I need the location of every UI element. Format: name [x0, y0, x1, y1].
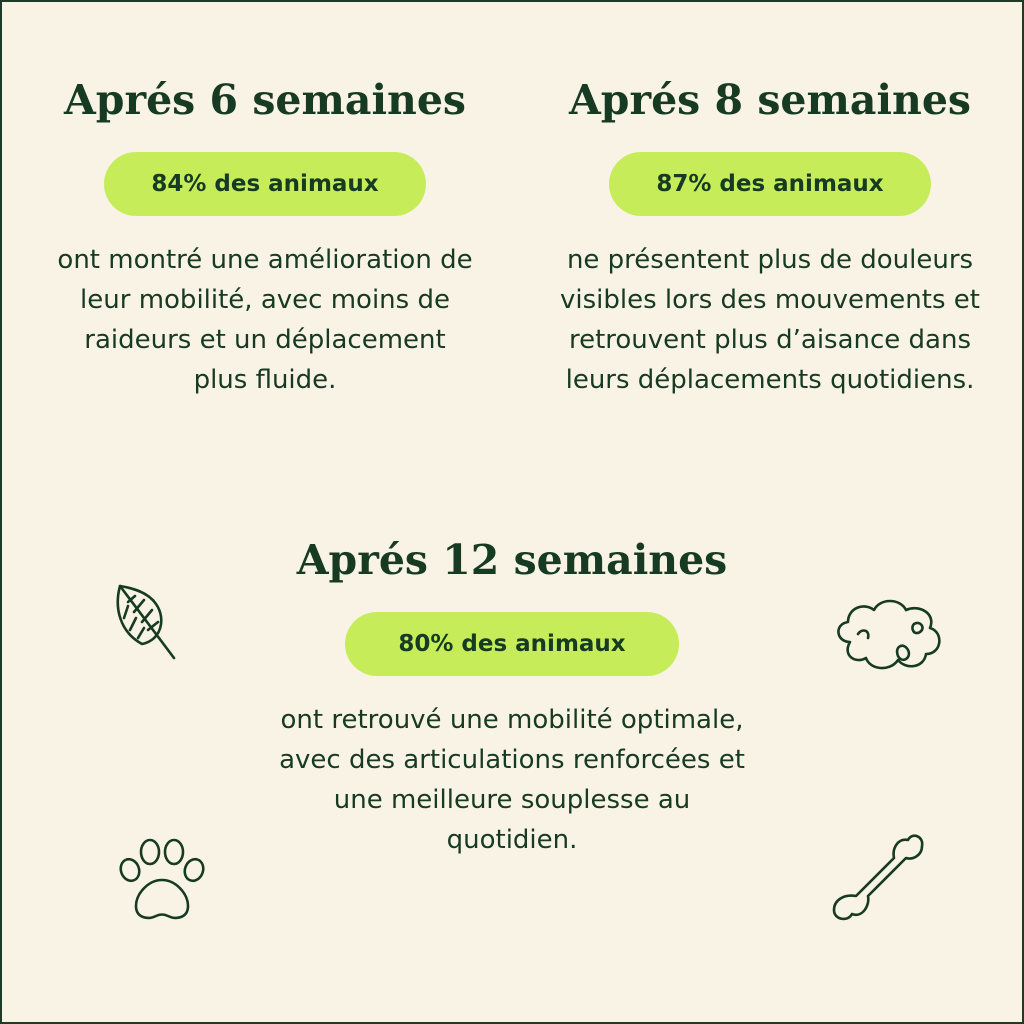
stat-pill-6-weeks: 84% des animaux — [104, 152, 426, 216]
description-8-weeks: ne présentent plus de douleurs visibles lors des mouvements et retrouvent plus d’aisance dans leurs déplacements quotidiens. — [560, 245, 980, 395]
heading-8-weeks: Aprés 8 semaines — [569, 76, 971, 124]
bone-icon — [822, 826, 926, 924]
stat-pill-8-weeks: 87% des animaux — [609, 152, 931, 216]
leaf-icon — [108, 578, 184, 664]
description-12-weeks: ont retrouvé une mobilité optimale, avec des articulations renforcées et une meilleure souplesse au quotidien. — [279, 705, 745, 855]
section-12-weeks — [262, 532, 762, 886]
section-6-weeks — [30, 72, 500, 426]
heading-6-weeks: Aprés 6 semaines — [64, 76, 466, 124]
section-8-weeks — [530, 72, 1010, 426]
heading-12-weeks: Aprés 12 semaines — [296, 536, 728, 584]
description-6-weeks: ont montré une amélioration de leur mobilité, avec moins de raideurs et un déplacement plus fluide. — [57, 245, 473, 395]
cloud-icon — [828, 594, 948, 674]
paw-icon — [112, 836, 212, 926]
stat-pill-12-weeks: 80% des animaux — [345, 612, 679, 676]
